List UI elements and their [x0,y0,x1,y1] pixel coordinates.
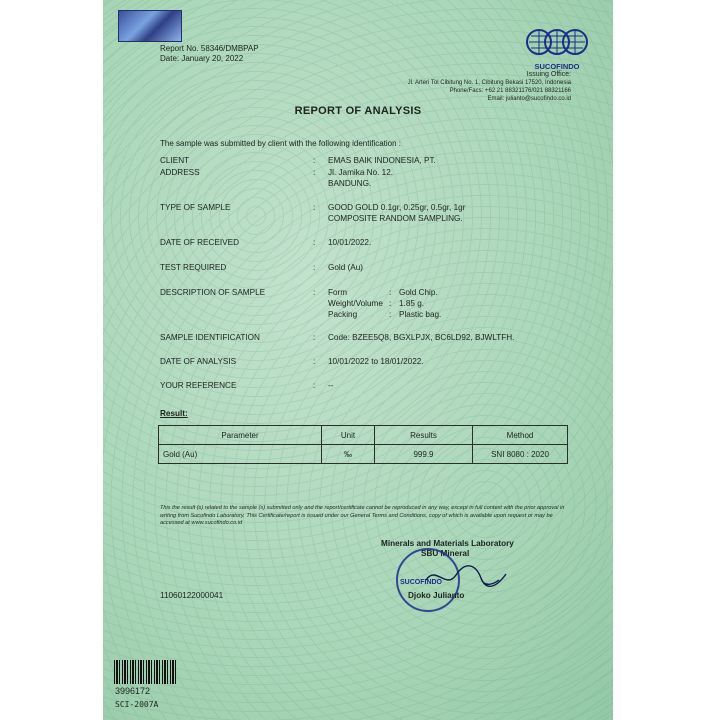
colon: : [313,156,316,165]
colon: : [313,288,316,297]
weight-label: Weight/Volume [328,299,383,308]
identification-label: SAMPLE IDENTIFICATION [160,333,260,342]
client-label: CLIENT [160,156,190,165]
address-label: ADDRESS [160,168,200,177]
office-address: Jl. Arteri Tol Cibitung No. 1, Cibitung Bekasi 17520, Indonesia [407,80,571,86]
header-unit: Unit [322,426,375,445]
client-value: EMAS BAIK INDONESIA, PT. [328,156,436,165]
brand-name: SUCOFINDO [534,62,580,71]
cell-method: SNI 8080 : 2020 [473,445,568,464]
description-label: DESCRIPTION OF SAMPLE [160,288,266,297]
analysis-date-value: 10/01/2022 to 18/01/2022. [328,357,424,366]
colon: : [313,381,316,390]
hologram-sticker [118,10,182,42]
document-number: 11060122000041 [160,591,224,600]
table-header-row [159,426,568,445]
report-number: Report No. 58346/DMBPAP [160,44,259,53]
test-label: TEST REQUIRED [160,263,227,272]
barcode-number: 3996172 [115,686,151,696]
form-label: Form [328,288,348,297]
colon: : [389,299,392,308]
header-method: Method [473,426,568,445]
form-value: Gold Chip. [399,288,438,297]
received-value: 10/01/2022. [328,238,372,247]
document-title: REPORT OF ANALYSIS [294,105,422,117]
signature-icon [421,560,521,592]
sbu-name: SBU Mineral [421,549,470,558]
certificate-paper [103,0,613,720]
packing-label: Packing [328,310,358,319]
office-email: Email: julianto@sucofindo.co.id [487,96,571,102]
received-label: DATE OF RECEIVED [160,238,240,247]
analysis-date-label: DATE OF ANALYSIS [160,357,237,366]
colon: : [313,203,316,212]
intro-text: The sample was submitted by client with the following identification : [160,139,402,148]
colon: : [313,263,316,272]
result-heading: Result: [160,409,188,418]
report-date: Date: January 20, 2022 [160,54,244,63]
cell-result: 999.9 [375,445,473,464]
identification-value: Code: BZEE5Q8, BGXLPJX, BC6LD92, BJWLTFH. [328,333,515,342]
reference-value: -- [328,381,334,390]
result-table [158,425,568,464]
type-value-line1: GOOD GOLD 0.1gr, 0.25gr, 0.5gr, 1gr [328,203,466,212]
disclaimer-text: This the result (s) related to the sample (s) submitted only and the report/certificate cannot be reproduced in any way, except in full context with the prior approval in writing from Sucofindo Laboratory. This Certificate/report is issued under our General Terms and Conditions, copy of which is available upon request or may be accessed at www.sucofindo.co.id [160,505,565,526]
header-results: Results [375,426,473,445]
cell-parameter: Gold (Au) [159,445,322,464]
colon: : [313,238,316,247]
colon: : [389,310,392,319]
weight-value: 1.85 g. [399,299,425,308]
form-code: SCI-2007A [115,700,159,709]
header-parameter: Parameter [159,426,322,445]
office-phone: Phone/Facs: +62 21 88321176/021 88321166 [449,88,571,94]
cell-unit: ‰ [322,445,375,464]
barcode [114,660,176,684]
laboratory-name: Minerals and Materials Laboratory [381,539,514,548]
type-value-line2: COMPOSITE RANDOM SAMPLING. [328,214,463,223]
packing-value: Plastic bag. [399,310,442,319]
issuing-office-label: Issuing Office: [526,71,571,78]
table-row [159,445,568,464]
colon: : [313,333,316,342]
test-value: Gold (Au) [328,263,364,272]
type-label: TYPE OF SAMPLE [160,203,231,212]
reference-label: YOUR REFERENCE [160,381,237,390]
address-value-line1: Jl. Jamika No. 12. [328,168,394,177]
colon: : [313,168,316,177]
stamp-text: SUCOFINDO [400,579,442,586]
signatory-name: Djoko Julianto [408,591,465,600]
colon: : [389,288,392,297]
address-value-line2: BANDUNG. [328,179,372,188]
colon: : [313,357,316,366]
sucofindo-logo-icon [525,28,589,62]
